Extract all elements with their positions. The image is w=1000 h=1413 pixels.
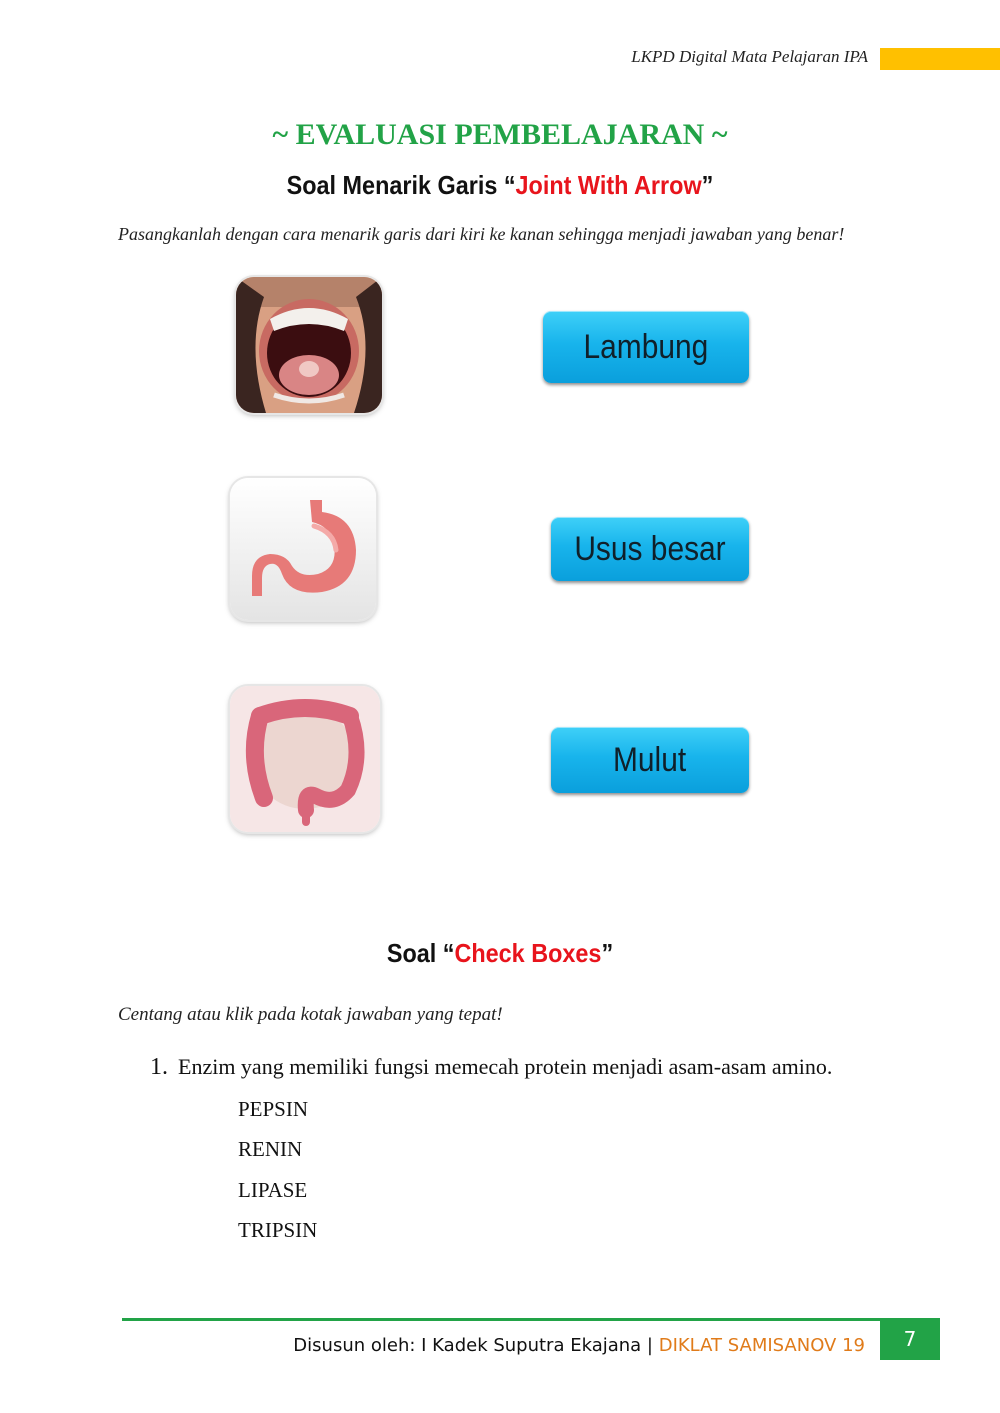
answer-button-usus-besar[interactable] xyxy=(551,517,749,581)
section2-heading-prefix: Soal “ xyxy=(386,938,455,968)
section1-heading-highlight: Joint With Arrow xyxy=(515,170,702,200)
footer-divider xyxy=(122,1318,940,1321)
section2-heading xyxy=(50,938,950,969)
section2-heading-suffix: ” xyxy=(601,938,614,968)
stomach-icon xyxy=(230,478,376,620)
answer-label: Usus besar xyxy=(574,529,726,568)
section2-heading-highlight: Check Boxes xyxy=(454,938,602,968)
question-text: Enzim yang memiliki fungsi memecah protein menjadi asam-asam amino. xyxy=(178,1054,833,1079)
checkbox-option-pepsin[interactable]: PEPSIN xyxy=(238,1097,309,1121)
section2-instruction: Centang atau klik pada kotak jawaban yang tepat! xyxy=(118,1004,503,1025)
footer-credit xyxy=(293,1335,865,1356)
section1-heading xyxy=(50,170,950,201)
answer-button-mulut[interactable] xyxy=(551,727,749,793)
question-number: 1. xyxy=(150,1054,168,1080)
large-intestine-image[interactable] xyxy=(230,686,380,832)
section1-heading-prefix: Soal Menarik Garis “ xyxy=(286,170,516,200)
question-1 xyxy=(150,1054,832,1081)
stomach-image[interactable] xyxy=(230,478,376,620)
page-title: ~ EVALUASI PEMBELAJARAN ~ xyxy=(272,118,728,151)
header-text: LKPD Digital Mata Pelajaran IPA xyxy=(631,47,868,66)
checkbox-option-tripsin[interactable]: TRIPSIN xyxy=(238,1218,318,1242)
header-accent-bar xyxy=(880,48,1000,70)
footer-org: DIKLAT SAMISANOV 19 xyxy=(658,1335,865,1356)
section1-heading-suffix: ” xyxy=(701,170,714,200)
mouth-image[interactable] xyxy=(236,277,382,413)
page-number: 7 xyxy=(880,1318,940,1360)
mouth-icon xyxy=(236,277,382,413)
answer-label: Mulut xyxy=(613,740,687,779)
answer-button-lambung[interactable] xyxy=(543,311,749,383)
footer-author: Disusun oleh: I Kadek Suputra Ekajana | xyxy=(293,1335,659,1356)
answer-label: Lambung xyxy=(583,327,709,366)
checkbox-option-lipase[interactable]: LIPASE xyxy=(238,1178,308,1202)
section1-instruction: Pasangkanlah dengan cara menarik garis dari kiri ke kanan sehingga menjadi jawaban yang benar! xyxy=(118,224,845,244)
checkbox-option-renin[interactable]: RENIN xyxy=(238,1137,303,1161)
intestine-icon xyxy=(230,686,380,832)
